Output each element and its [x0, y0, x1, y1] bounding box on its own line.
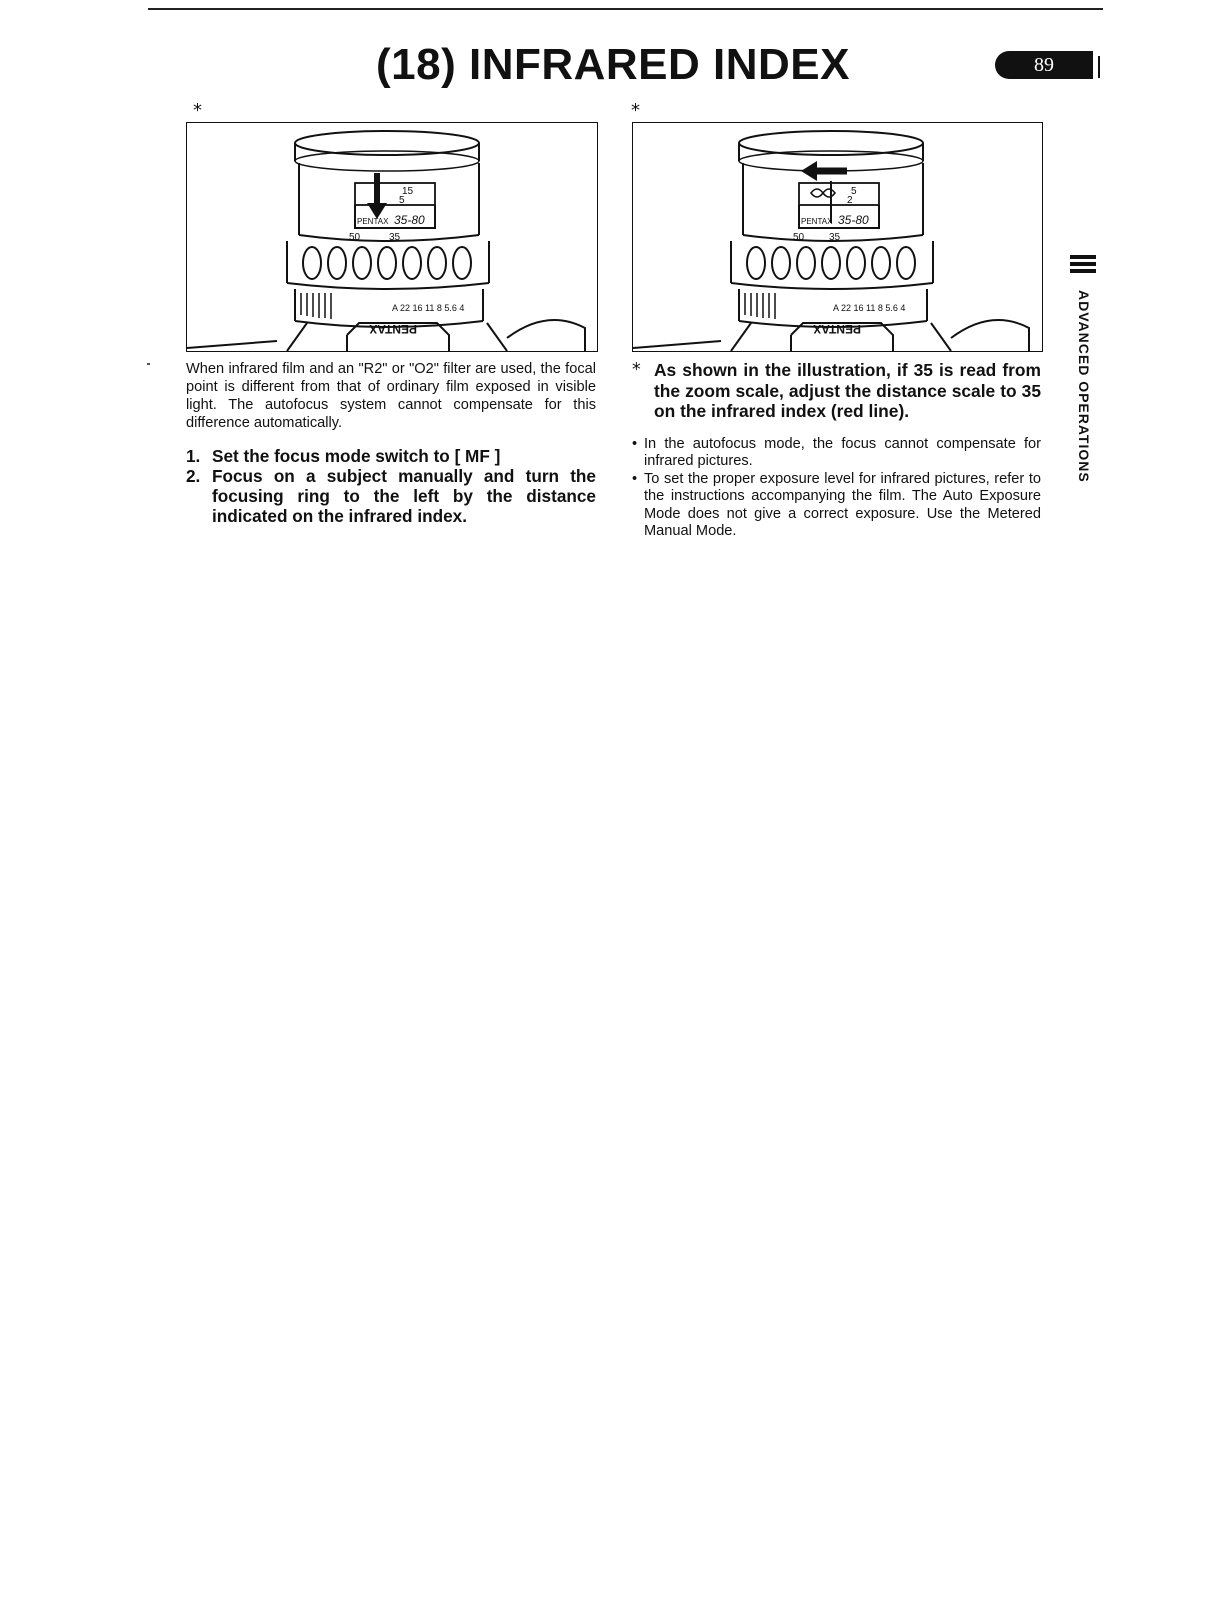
- page-number-badge: 89: [995, 51, 1093, 79]
- step-text: Set the focus mode switch to [ MF ]: [212, 446, 501, 466]
- body-brand-left: PENTAX: [369, 322, 417, 336]
- intro-paragraph: When infrared film and an "R2" or "O2" filter are used, the focal point is different from that of ordinary film exposed in visible light. The autofocus system cannot compensate for this difference automatically.: [186, 361, 596, 431]
- bullet-list: [632, 436, 1041, 541]
- note-text: As shown in the illustration, if 35 is read from the zoom scale, adjust the distance scale to 35 on the infrared index (red line).: [654, 360, 1041, 421]
- zoom-left-right: 50: [793, 232, 805, 243]
- right-column: [632, 360, 1041, 541]
- section-tab-label: ADVANCED OPERATIONS: [1076, 290, 1092, 483]
- zoom-right-left: 35: [389, 232, 401, 243]
- bullet-item: [632, 471, 1041, 541]
- bullet-dot: •: [632, 435, 638, 452]
- bullet-dot: •: [632, 470, 638, 487]
- lens-illustration-left: [187, 123, 597, 351]
- left-column: [186, 360, 596, 526]
- zoom-right-right: 35: [829, 232, 841, 243]
- aperture-scale-right: A 22 16 11 8 5.6 4: [833, 303, 906, 313]
- body-brand-right: PENTAX: [813, 322, 861, 336]
- steps-list: [186, 446, 596, 526]
- lens-brand-right: PENTAX: [801, 217, 833, 226]
- scale-bottom-left: 5: [399, 195, 405, 206]
- page-title: (18) INFRARED INDEX: [376, 40, 850, 89]
- step-text: Focus on a subject manually and turn the focusing ring to the left by the distance indicated on the infrared index.: [212, 466, 596, 526]
- figure-left-asterisk: *: [193, 100, 202, 121]
- figure-right-asterisk: *: [631, 100, 640, 121]
- aperture-scale-left: A 22 16 11 8 5.6 4: [392, 303, 465, 313]
- note-paragraph: [632, 360, 1041, 422]
- zoom-left-left: 50: [349, 232, 361, 243]
- scale-bottom-right: 2: [847, 195, 853, 206]
- badge-tick: [1098, 56, 1100, 78]
- lens-illustration-right: [633, 123, 1042, 351]
- step-number: 2.: [186, 466, 201, 486]
- top-rule: [148, 8, 1103, 10]
- scale-top-left: 15: [402, 186, 414, 197]
- step-item: [186, 466, 596, 526]
- lens-model-right: 35-80: [838, 213, 869, 227]
- note-asterisk: *: [632, 360, 641, 380]
- section-tab-bars: [1070, 255, 1096, 276]
- bullet-text: To set the proper exposure level for infrared pictures, refer to the instructions accompanying the film. The Auto Exposure Mode does not give a correct exposure. Use the Metered Manual Mode.: [644, 470, 1041, 539]
- margin-mark: [147, 363, 150, 365]
- scale-top-right: 5: [851, 186, 857, 197]
- lens-model-left: 35-80: [394, 213, 425, 227]
- lens-brand-left: PENTAX: [357, 217, 389, 226]
- bullet-text: In the autofocus mode, the focus cannot compensate for infrared pictures.: [644, 435, 1041, 469]
- bullet-item: [632, 436, 1041, 471]
- figure-left: [186, 122, 598, 352]
- step-number: 1.: [186, 446, 201, 466]
- step-item: [186, 446, 596, 466]
- figure-right: [632, 122, 1043, 352]
